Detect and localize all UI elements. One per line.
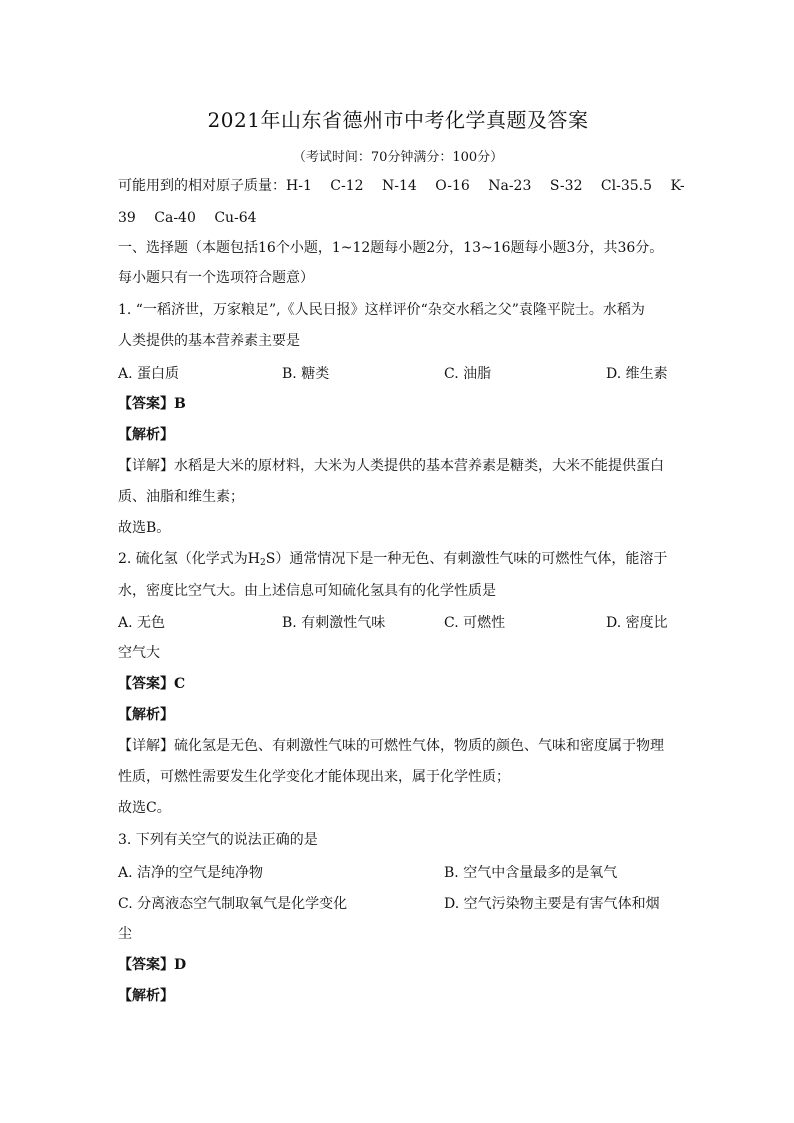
- q1-option-a: A. 蛋白质: [118, 366, 180, 382]
- q2-stem-pre: 2. 硫化氢（化学式为H: [118, 551, 261, 567]
- q2-detail: 【详解】硫化氢是无色、有刺激性气味的可燃性气体，物质的颜色、气味和密度属于物理: [118, 738, 664, 754]
- q1-option-d: D. 维生素: [606, 366, 668, 382]
- section-heading-cont: 每小题只有一个选项符合题意）: [118, 270, 314, 286]
- q3-option-d-cont: 尘: [118, 926, 132, 942]
- q2-answer: 【答案】C: [118, 676, 186, 692]
- q3-option-b: B. 空气中含量最多的是氧气: [444, 865, 618, 881]
- q1-detail: 【详解】水稻是大米的原材料，大米为人类提供的基本营养素是糖类，大米不能提供蛋白: [118, 458, 664, 474]
- q2-formula-subscript: 2: [260, 558, 266, 568]
- q2-option-b: B. 有刺激性气味: [282, 615, 386, 631]
- q2-stem-post: S）通常情况下是一种无色、有刺激性气味的可燃性气体，能溶于: [265, 551, 668, 567]
- page-title: 2021年山东省德州市中考化学真题及答案: [207, 108, 589, 132]
- q2-option-d: D. 密度比: [606, 615, 668, 631]
- section-heading: 一、选择题（本题包括16个小题，1~12题每小题2分，13~16题每小题3分，共36分。: [118, 240, 664, 256]
- q1-detail-cont: 质、油脂和维生素；: [118, 489, 244, 505]
- q1-analysis-label: 【解析】: [118, 427, 174, 443]
- question-1-stem: 1. “一稻济世，万家粮足”,《人民日报》这样评价“杂交水稻之父”袁隆平院士。水稻为: [118, 302, 645, 318]
- q3-answer: 【答案】D: [118, 957, 187, 973]
- q2-analysis-label: 【解析】: [118, 707, 174, 723]
- atomic-mass-line-cont: 39 Ca-40 Cu-64: [118, 210, 257, 226]
- q3-analysis-label: 【解析】: [118, 988, 174, 1004]
- q1-option-b: B. 糖类: [282, 366, 330, 382]
- q3-option-c: C. 分离液态空气制取氧气是化学变化: [118, 896, 348, 912]
- q2-option-d-cont: 空气大: [118, 645, 160, 661]
- q2-option-a: A. 无色: [118, 615, 166, 631]
- question-2-stem-cont: 水，密度比空气大。由上述信息可知硫化氢具有的化学性质是: [118, 583, 496, 599]
- exam-info: （考试时间：70分钟满分：100分）: [292, 150, 504, 165]
- q1-conclusion: 故选B。: [118, 520, 171, 536]
- q1-answer: 【答案】B: [118, 396, 186, 412]
- q3-option-a: A. 洁净的空气是纯净物: [118, 865, 264, 881]
- atomic-mass-line: 可能用到的相对原子质量：H-1 C-12 N-14 O-16 Na-23 S-32 Cl-35.5 K-: [118, 178, 685, 194]
- q2-option-c: C. 可燃性: [444, 615, 506, 631]
- q2-detail-cont: 性质，可燃性需要发生化学变化才能体现出来，属于化学性质；: [118, 769, 510, 785]
- question-3-stem: 3. 下列有关空气的说法正确的是: [118, 832, 318, 848]
- q2-conclusion: 故选C。: [118, 800, 171, 816]
- question-2-stem: [118, 549, 678, 573]
- q1-option-c: C. 油脂: [444, 366, 492, 382]
- q3-option-d: D. 空气污染物主要是有害气体和烟: [444, 896, 660, 912]
- question-1-stem-cont: 人类提供的基本营养素主要是: [118, 333, 300, 349]
